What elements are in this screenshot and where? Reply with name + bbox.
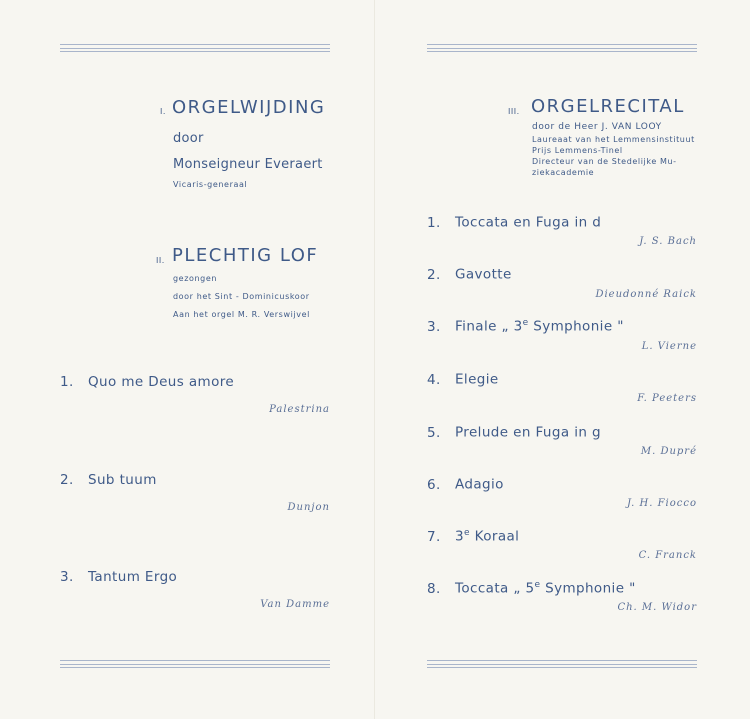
item-number: 3. bbox=[427, 318, 441, 335]
section-line: door het Sint - Dominicuskoor bbox=[173, 292, 310, 301]
item-number: 8. bbox=[427, 580, 441, 597]
program-item bbox=[427, 528, 519, 545]
program-item bbox=[60, 569, 177, 585]
item-number: 7. bbox=[427, 528, 441, 545]
item-title: Toccata en Fuga in d bbox=[455, 214, 602, 231]
item-composer: Dieudonné Raick bbox=[595, 289, 697, 300]
item-composer: Dunjon bbox=[287, 502, 330, 513]
section-line: door bbox=[173, 131, 204, 146]
section-line: gezongen bbox=[173, 274, 218, 283]
section-line: door de Heer J. VAN LOOY bbox=[532, 122, 662, 132]
item-title-rest: Symphonie " bbox=[540, 580, 636, 597]
section-title: ORGELWIJDING bbox=[172, 97, 326, 118]
bottom-rule bbox=[60, 660, 330, 668]
item-title: Sub tuum bbox=[88, 472, 157, 488]
program-item bbox=[427, 476, 504, 493]
item-title: Finale „ 3 bbox=[455, 318, 523, 335]
section-title: PLECHTIG LOF bbox=[172, 245, 319, 266]
section-line: Laureaat van het Lemmensinstituut bbox=[532, 135, 695, 144]
item-composer: Palestrina bbox=[269, 404, 330, 415]
section-line: Directeur van de Stedelijke Mu- bbox=[532, 157, 677, 166]
program-item bbox=[427, 266, 512, 283]
program-item bbox=[60, 374, 234, 390]
item-title-sup: e bbox=[464, 528, 470, 538]
item-number: 2. bbox=[60, 472, 74, 488]
section-numeral: II. bbox=[156, 256, 165, 265]
item-title: 3 bbox=[455, 528, 464, 545]
bottom-rule bbox=[427, 660, 697, 668]
item-title-sup: e bbox=[534, 580, 541, 590]
item-title: Adagio bbox=[455, 476, 504, 493]
item-composer: M. Dupré bbox=[640, 446, 697, 457]
item-composer: J. H. Fiocco bbox=[626, 498, 697, 509]
section-line: Monseigneur Everaert bbox=[173, 157, 323, 172]
item-title-sup: e bbox=[522, 318, 529, 328]
item-title: Quo me Deus amore bbox=[88, 374, 235, 390]
item-number: 5. bbox=[427, 424, 441, 441]
item-number: 4. bbox=[427, 371, 441, 388]
item-composer: Ch. M. Widor bbox=[617, 602, 697, 613]
item-number: 1. bbox=[60, 374, 74, 390]
program-item bbox=[60, 472, 157, 488]
item-composer: J. S. Bach bbox=[639, 236, 697, 247]
item-composer: Van Damme bbox=[260, 599, 330, 610]
section-line: Aan het orgel M. R. Verswijvel bbox=[173, 310, 310, 319]
program-item bbox=[427, 318, 624, 335]
item-title-rest: Koraal bbox=[469, 528, 520, 545]
program-item bbox=[427, 214, 601, 231]
program-item bbox=[427, 424, 601, 441]
item-number: 3. bbox=[60, 569, 74, 585]
section-title: ORGELRECITAL bbox=[531, 96, 685, 117]
item-title-rest: Symphonie " bbox=[528, 318, 624, 335]
item-title: Toccata „ 5 bbox=[455, 580, 535, 597]
section-line: ziekacademie bbox=[532, 168, 595, 177]
item-number: 6. bbox=[427, 476, 441, 493]
item-title: Prelude en Fuga in g bbox=[455, 424, 601, 441]
right-page bbox=[375, 0, 750, 719]
item-title: Elegie bbox=[455, 371, 499, 388]
top-rule bbox=[427, 44, 697, 52]
item-composer: C. Franck bbox=[638, 550, 697, 561]
item-title: Tantum Ergo bbox=[88, 569, 178, 585]
item-composer: L. Vierne bbox=[641, 341, 697, 352]
section-numeral: III. bbox=[508, 107, 520, 116]
section-numeral: I. bbox=[160, 107, 166, 116]
section-line: Vicaris-generaal bbox=[173, 180, 248, 189]
program-item bbox=[427, 371, 499, 388]
item-number: 1. bbox=[427, 214, 441, 231]
section-line: Prijs Lemmens-Tinel bbox=[532, 146, 623, 155]
item-title: Gavotte bbox=[455, 266, 512, 283]
item-composer: F. Peeters bbox=[637, 393, 697, 404]
top-rule bbox=[60, 44, 330, 52]
item-number: 2. bbox=[427, 266, 441, 283]
program-item bbox=[427, 580, 636, 597]
